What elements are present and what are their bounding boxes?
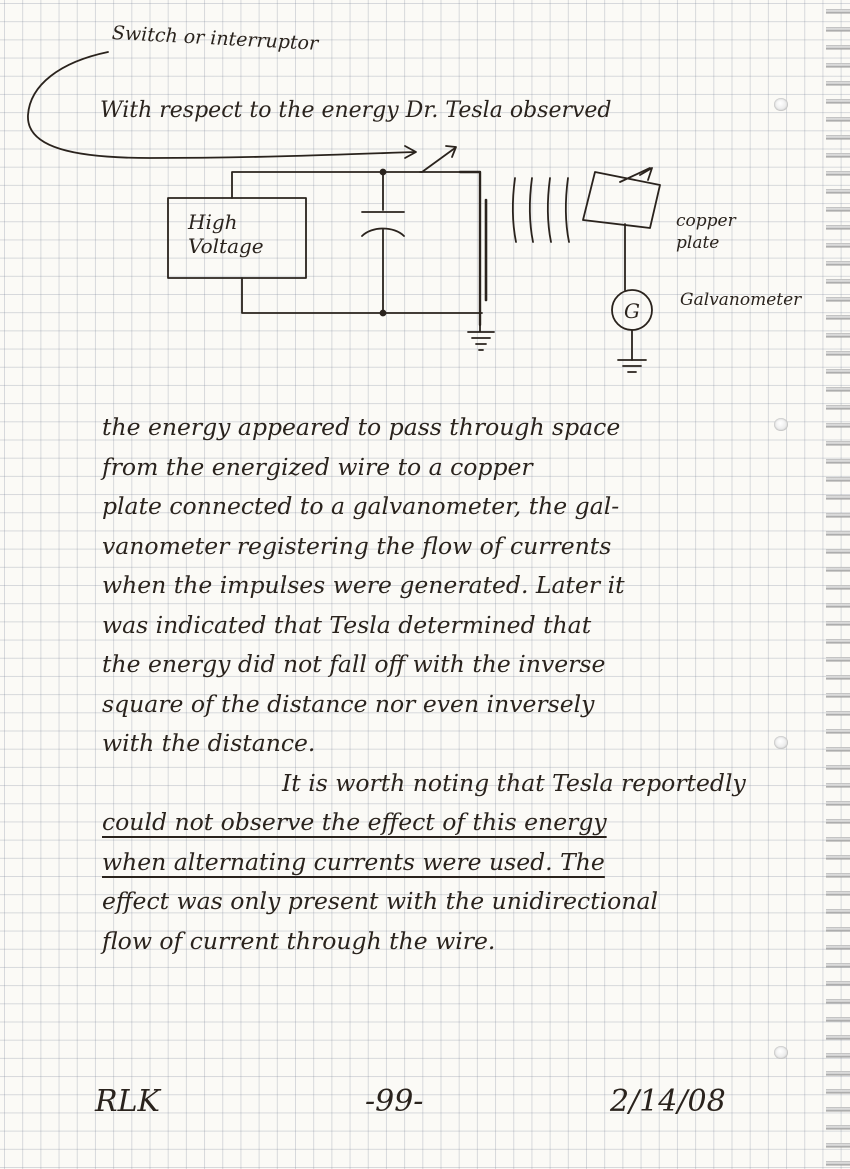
energized-wire <box>460 172 480 325</box>
bottom-wire <box>242 278 482 313</box>
ground-symbol <box>468 325 494 350</box>
high-voltage-label: High Voltage <box>188 210 264 258</box>
text-line: square of the distance nor even inversely <box>102 689 595 718</box>
text-line-underlined: could not observe the effect of this energy <box>102 808 607 836</box>
text-line: plate connected to a galvanometer, the gal- <box>102 492 620 520</box>
ground-symbol <box>618 360 646 372</box>
text-line: effect was only present with the unidirectional <box>102 887 658 915</box>
text-line: with the distance. <box>102 729 316 757</box>
text-line-underlined: when alternating currents were used. The <box>102 847 605 876</box>
capacitor <box>362 172 404 313</box>
body-text <box>102 408 746 961</box>
energy-waves <box>513 178 569 242</box>
entry-date: 2/14/08 <box>610 1084 726 1119</box>
text-line: from the energized wire to a copper <box>102 452 533 481</box>
switch <box>422 148 455 172</box>
text-line: flow of current through the wire. <box>102 926 496 955</box>
copper-plate-label: copper plate <box>676 211 736 253</box>
paragraph-2 <box>102 764 746 962</box>
intro-line: With respect to the energy Dr. Tesla observed <box>100 98 612 123</box>
page-number: -99- <box>365 1084 424 1119</box>
text-line: was indicated that Tesla determined that <box>102 610 592 639</box>
galvanometer-symbol: G <box>624 299 640 323</box>
switch-annotation: Switch or interruptor <box>111 22 319 55</box>
author-initials: RLK <box>95 1084 160 1119</box>
text-line: the energy did not fall off with the inverse <box>102 650 606 678</box>
top-wire <box>232 172 422 198</box>
paragraph-1 <box>102 408 742 764</box>
text-line: vanometer registering the flow of currents <box>102 531 612 560</box>
text-line: It is worth noting that Tesla reportedly <box>282 768 746 797</box>
text-line: when the impulses were generated. Later it <box>102 571 625 599</box>
galvanometer-label: Galvanometer <box>680 290 802 310</box>
text-line: the energy appeared to pass through space <box>102 413 621 441</box>
